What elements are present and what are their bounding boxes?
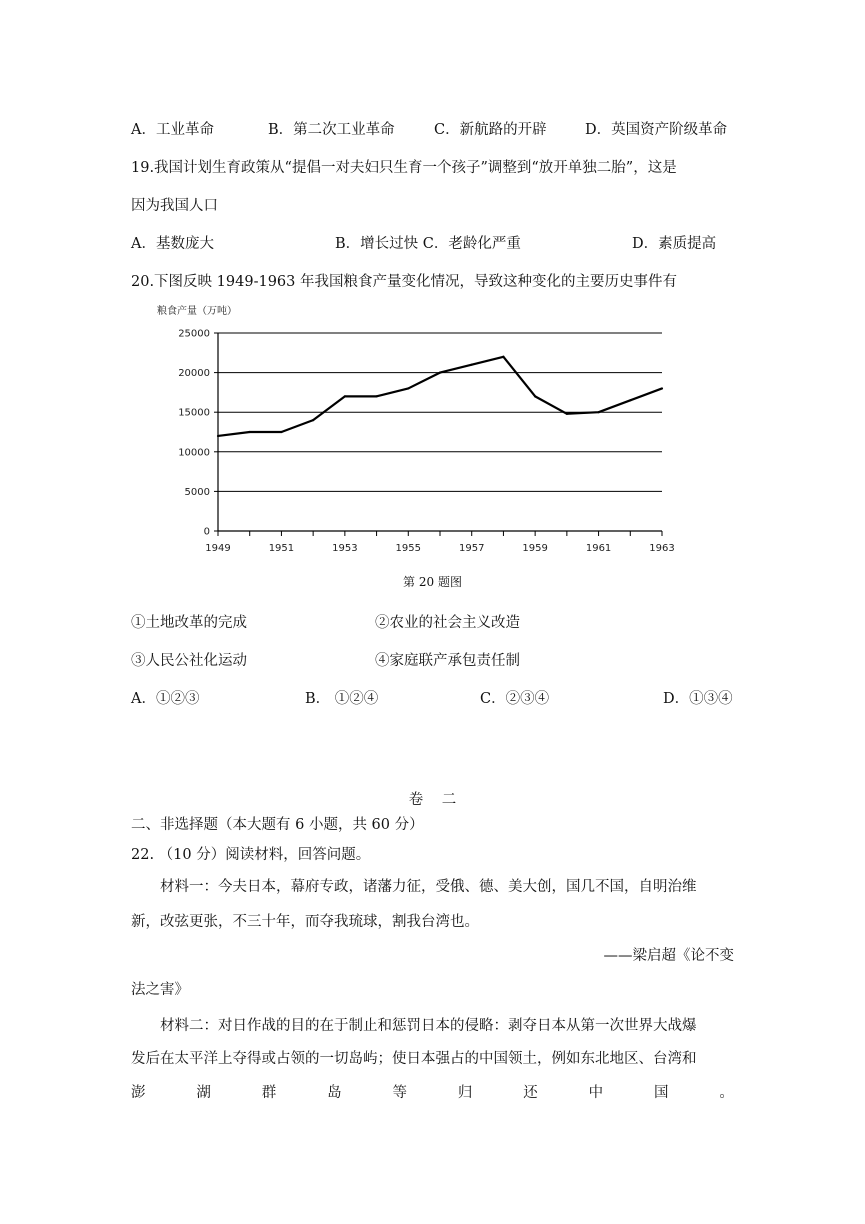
part2-title: 卷 二	[408, 792, 457, 808]
data-point	[375, 395, 377, 397]
chart-x-ticks	[205, 531, 674, 554]
q20-item-4: ④家庭联产承包责任制	[375, 653, 520, 669]
chart-y-ticks	[178, 329, 218, 538]
material1-source-line1: ——梁启超《论不变	[603, 948, 734, 964]
chart-data-points	[217, 356, 663, 437]
q20-figure-caption: 第 20 题图	[403, 575, 462, 589]
data-point	[661, 387, 663, 389]
data-point	[280, 431, 282, 433]
material2-line1: 材料二：对日作战的目的在于制止和惩罚日本的侵略：剥夺日本从第一次世界大战爆	[160, 1018, 697, 1034]
chart-axes	[218, 333, 662, 531]
material2-char: 澎	[131, 1085, 146, 1101]
data-point	[217, 435, 219, 437]
data-point	[534, 395, 536, 397]
part2-section-heading: 二、非选择题（本大题有 6 小题，共 60 分）	[131, 817, 424, 833]
material2-char: 等	[392, 1085, 407, 1101]
material1-line2: 新，改弦更张，不三十年，而夺我琉球，割我台湾也。	[131, 914, 479, 930]
q20-stem: 20.下图反映 1949-1963 年我国粮食产量变化情况，导致这种变化的主要历史事件有	[131, 274, 677, 290]
x-tick-label: 1949	[205, 543, 231, 554]
q20-item-1: ①土地改革的完成	[131, 615, 247, 631]
material1-line1: 材料一：今夫日本，幕府专政，诸藩力征，受俄、德、美大创，国几不国，自明治维	[160, 879, 697, 895]
q20-item-3: ③人民公社化运动	[131, 653, 247, 669]
data-point	[629, 399, 631, 401]
y-tick-label: 20000	[178, 368, 210, 380]
data-point	[502, 356, 504, 358]
q19-option-bc: B．增长过快 C．老龄化严重	[335, 236, 521, 252]
data-point	[471, 364, 473, 366]
x-tick-label: 1953	[332, 543, 358, 554]
x-tick-label: 1955	[395, 543, 422, 554]
q18-option-c: C．新航路的开辟	[434, 122, 547, 138]
q19-option-d: D．素质提高	[632, 236, 717, 252]
q19-stem-line2: 因为我国人口	[131, 198, 218, 214]
material2-char: 湖	[196, 1085, 211, 1101]
chart-series-line	[218, 357, 662, 436]
y-tick-label: 5000	[184, 486, 210, 498]
data-point	[312, 419, 314, 421]
material2-char: 。	[719, 1085, 734, 1101]
q20-option-c: C．②③④	[480, 691, 550, 707]
data-point	[344, 395, 346, 397]
material2-line3	[131, 1083, 734, 1103]
q19-option-a: A．基数庞大	[131, 236, 214, 252]
material2-char: 国	[654, 1085, 669, 1101]
material2-line2: 发后在太平洋上夺得或占领的一切岛屿；使日本强占的中国领土，例如东北地区、台湾和	[131, 1051, 697, 1067]
material1-source-line2: 法之害》	[131, 982, 189, 998]
q20-option-a: A．①②③	[131, 691, 200, 707]
data-point	[566, 413, 568, 415]
q20-option-d: D．①③④	[663, 691, 733, 707]
q18-option-a: A．工业革命	[131, 122, 214, 138]
x-tick-label: 1963	[649, 543, 675, 554]
data-point	[249, 431, 251, 433]
material2-char: 群	[261, 1085, 277, 1101]
material2-char: 还	[523, 1085, 538, 1101]
y-tick-label: 10000	[178, 447, 210, 459]
q19-stem-line1: 19.我国计划生育政策从“提倡一对夫妇只生育一个孩子”调整到“放开单独二胎”，这是	[131, 160, 677, 176]
x-tick-label: 1961	[585, 543, 612, 554]
q22-heading: 22. （10 分）阅读材料，回答问题。	[131, 847, 371, 863]
material2-char: 归	[457, 1085, 473, 1101]
data-point	[407, 387, 409, 389]
material2-char: 中	[588, 1085, 604, 1101]
grain-output-chart	[150, 300, 690, 560]
y-tick-label: 15000	[178, 407, 210, 419]
data-point	[597, 411, 599, 413]
x-tick-label: 1951	[268, 543, 295, 554]
material2-char: 岛	[327, 1085, 342, 1101]
q18-option-b: B．第二次工业革命	[268, 122, 395, 138]
x-tick-label: 1957	[458, 543, 485, 554]
data-point	[439, 372, 441, 374]
chart-y-axis-label: 粮食产量（万吨）	[157, 306, 237, 317]
q20-option-b: B． ①②④	[305, 691, 379, 707]
y-tick-label: 25000	[178, 328, 210, 340]
q18-option-d: D．英国资产阶级革命	[585, 122, 728, 138]
x-tick-label: 1959	[522, 543, 548, 554]
q20-item-2: ②农业的社会主义改造	[375, 615, 520, 631]
y-tick-label: 0	[203, 526, 210, 538]
